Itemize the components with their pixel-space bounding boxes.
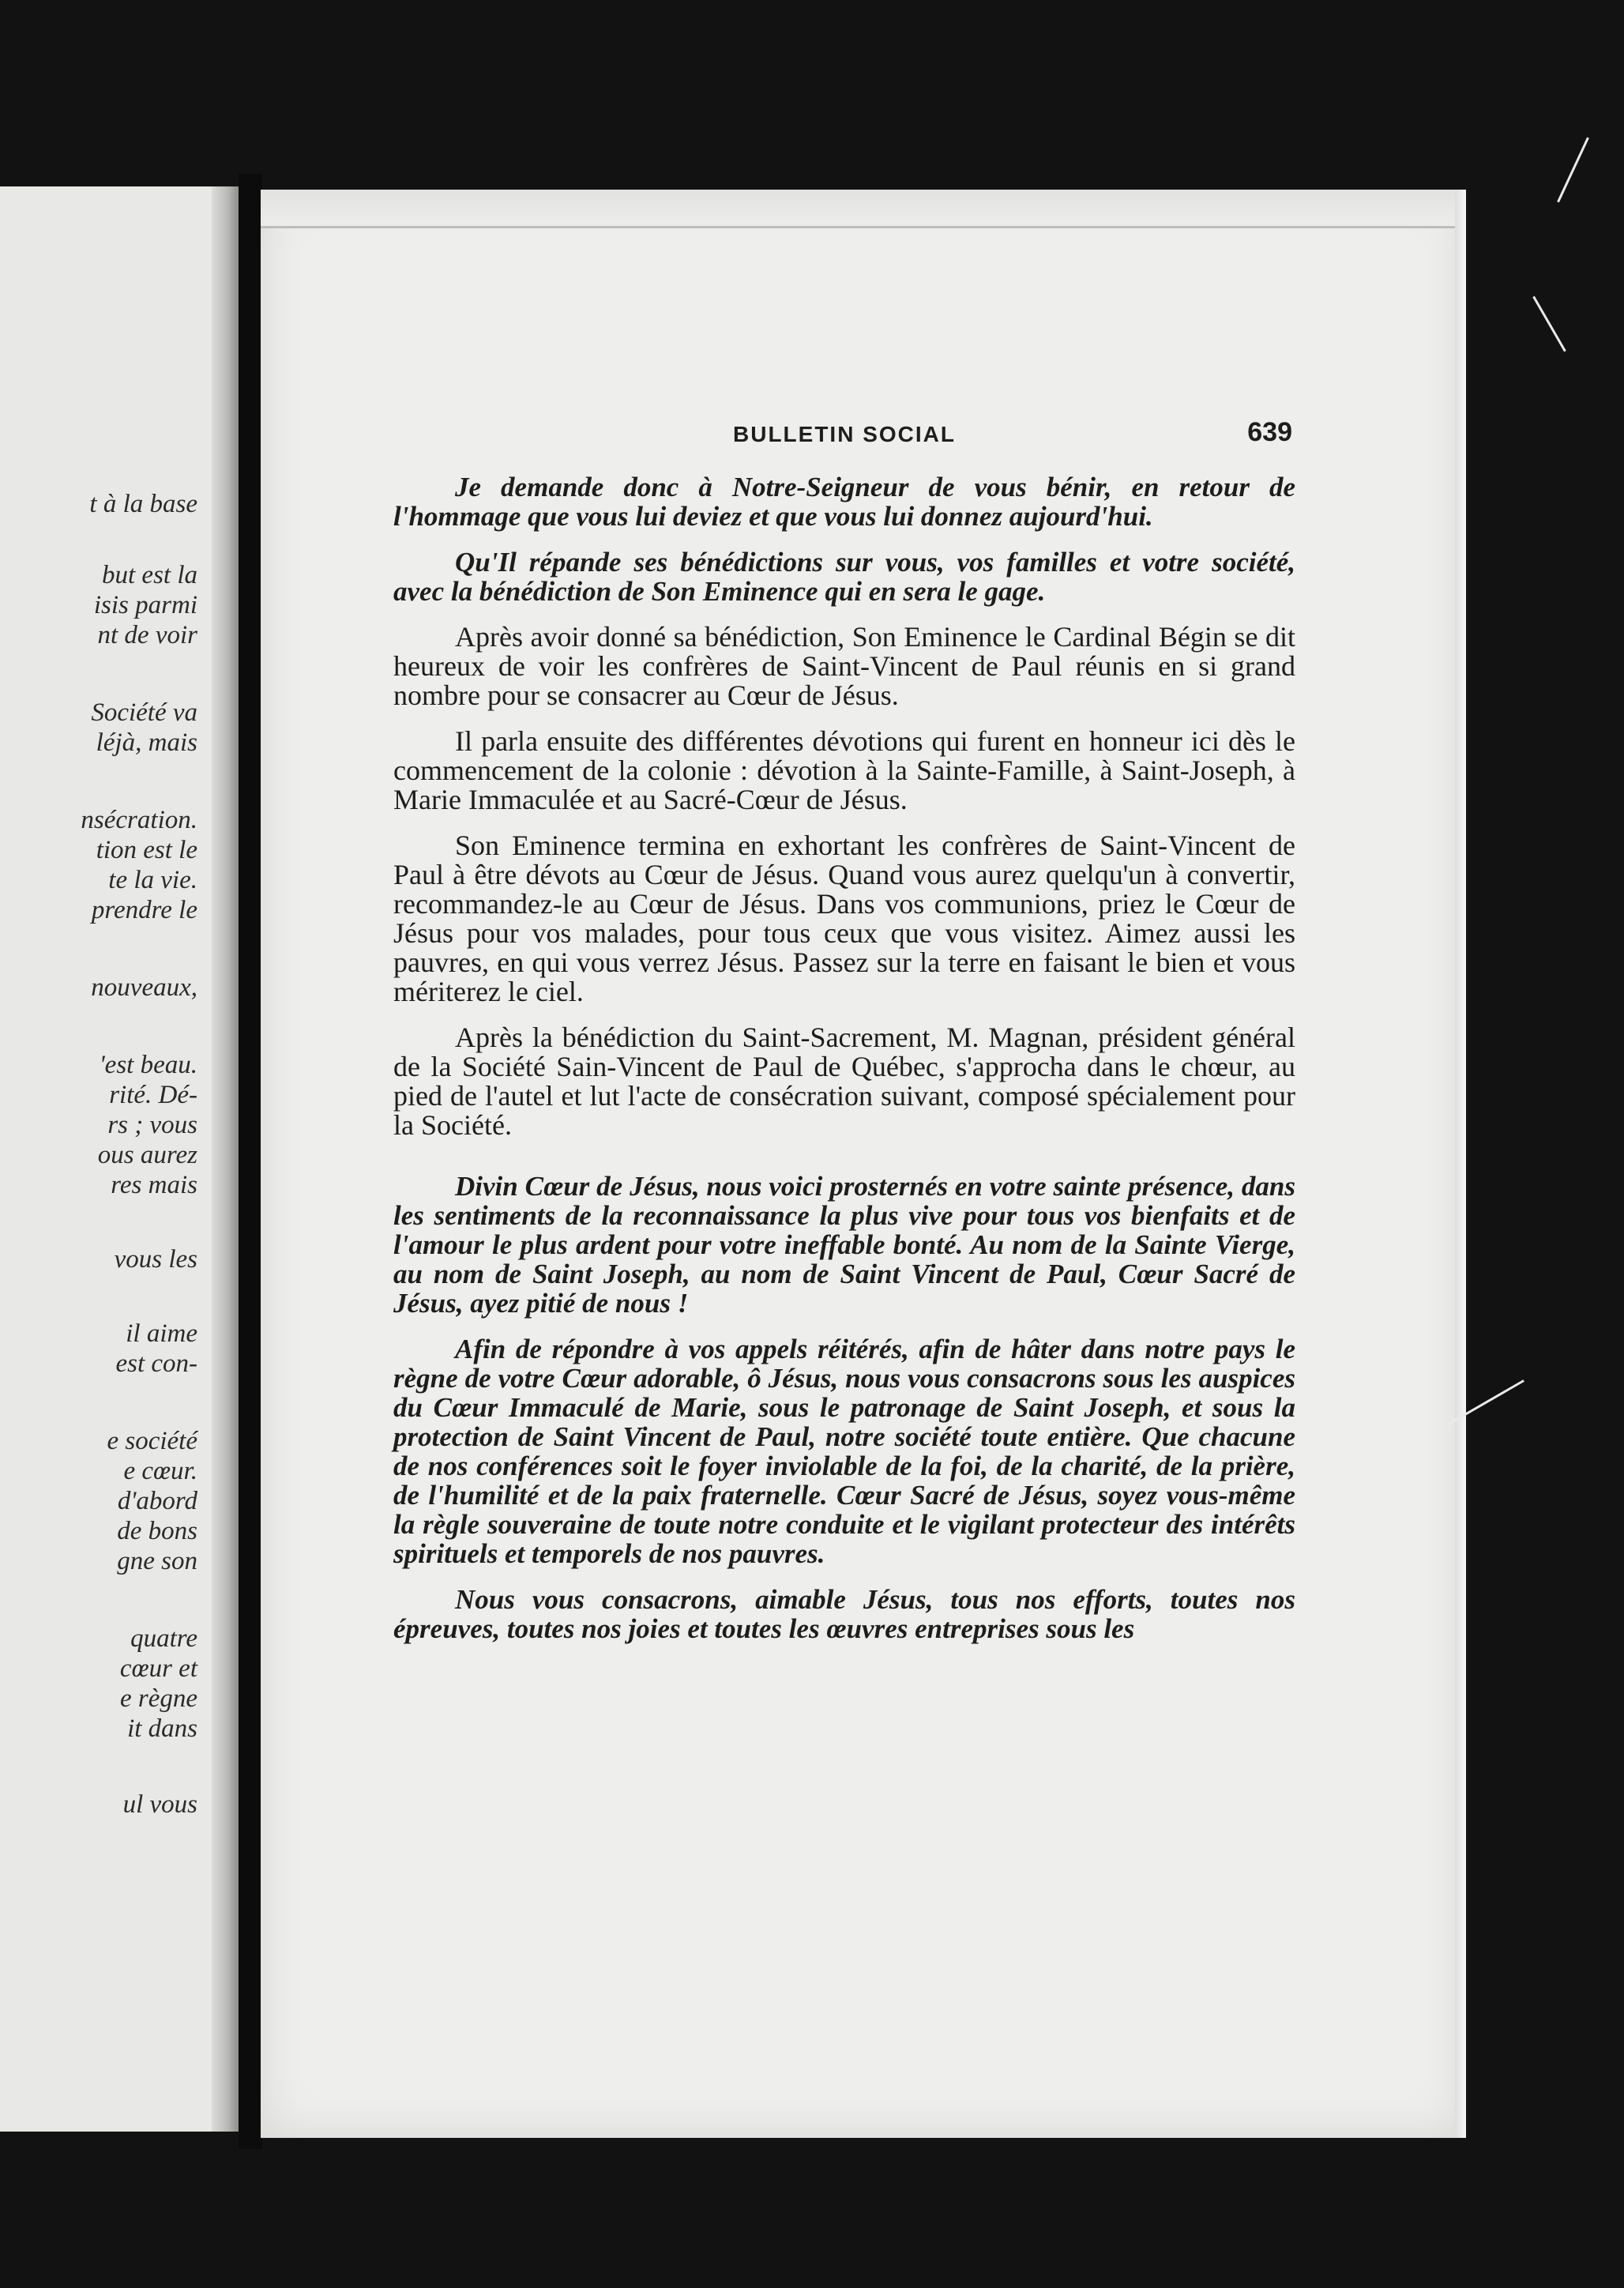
left-page-line: de bons bbox=[117, 1517, 197, 1545]
left-page-line: 'est beau. bbox=[99, 1051, 197, 1079]
left-page-line: ul vous bbox=[122, 1790, 197, 1819]
paragraph: Qu'Il répande ses bénédictions sur vous, vos familles et votre société, avec la bénédiction de Son Eminence qui en sera le gage. bbox=[393, 547, 1295, 607]
left-page-line: prendre le bbox=[91, 896, 197, 924]
left-page-line: d'abord bbox=[117, 1487, 197, 1515]
page-number: 639 bbox=[1247, 417, 1292, 447]
previous-page bbox=[0, 186, 243, 2132]
left-page-line: te la vie. bbox=[108, 866, 197, 894]
left-page-line: tion est le bbox=[96, 836, 197, 864]
left-page-line: e société bbox=[107, 1427, 197, 1455]
consecration-paragraph: Nous vous consacrons, aimable Jésus, tous nos efforts, toutes nos épreuves, toutes nos joies et toutes les œuvres entreprises sous les bbox=[393, 1584, 1295, 1644]
page-top-edge bbox=[261, 190, 1466, 228]
left-page-line: est con- bbox=[115, 1349, 197, 1378]
left-page-line: vous les bbox=[114, 1245, 197, 1274]
left-page-line: nt de voir bbox=[97, 621, 197, 649]
left-page-line: nouveaux, bbox=[91, 973, 197, 1002]
left-page-line: it dans bbox=[127, 1714, 197, 1743]
page-header bbox=[393, 417, 1295, 453]
left-page-line: t à la base bbox=[89, 490, 197, 518]
left-page-line: rs ; vous bbox=[107, 1111, 197, 1139]
left-page-line: nsécration. bbox=[81, 806, 197, 834]
left-page-line: e cœur. bbox=[123, 1457, 197, 1485]
left-page-line: gne son bbox=[117, 1547, 197, 1575]
left-page-line: léjà, mais bbox=[96, 728, 197, 757]
left-page-line: rité. Dé- bbox=[109, 1081, 197, 1109]
page-right-edge bbox=[1455, 190, 1466, 2138]
book-gutter bbox=[239, 174, 262, 2149]
scan-artifact bbox=[1532, 296, 1566, 352]
page-binding bbox=[212, 186, 239, 2132]
left-page-line: res mais bbox=[111, 1171, 197, 1199]
scan-artifact bbox=[1557, 137, 1589, 203]
left-page-line: ous aurez bbox=[97, 1141, 197, 1169]
left-page-line: isis parmi bbox=[93, 591, 197, 619]
paragraph: Après avoir donné sa bénédiction, Son Eminence le Cardinal Bégin se dit heureux de voir les confrères de Saint-Vincent de Paul réunis en si grand nombre pour se consacrer au Cœur de Jésus. bbox=[393, 621, 1295, 711]
left-page-line: Société va bbox=[91, 698, 197, 727]
paragraph: Son Eminence termina en exhortant les confrères de Saint-Vincent de Paul à être dévots au Cœur de Jésus. Quand vous aurez quelqu'un à convertir, recommandez-le au Cœur de Jésus. Dans vos communions, priez le Cœur de Jésus pour vos malades, pour tous ceux que vous visitez. Aimez aussi les pauvres, en qui vous verrez Jésus. Passez sur la terre en faisant le bien et vous mériterez le ciel. bbox=[393, 830, 1295, 1007]
consecration-paragraph: Afin de répondre à vos appels réitérés, afin de hâter dans notre pays le règne de votre Cœur adorable, ô Jésus, nous vous consacrons sous les auspices du Cœur Immaculé de Marie, sous le patronage de Saint Joseph, et sous la protection de Saint Vincent de Paul, notre société toute entière. Que chacune de nos conférences soit le foyer inviolable de la foi, de la charité, de la prière, de l'humilité et de la paix fraternelle. Cœur Sacré de Jésus, soyez vous-même la règle souveraine de toute notre conduite et le vigilant protecteur des intérêts spirituels et temporels de nos pauvres. bbox=[393, 1334, 1295, 1569]
page-body bbox=[393, 472, 1295, 1660]
book-page bbox=[261, 190, 1466, 2138]
left-page-line: but est la bbox=[102, 561, 197, 589]
running-title: BULLETIN SOCIAL bbox=[733, 422, 956, 446]
paragraph: Après la bénédiction du Saint-Sacrement, M. Magnan, président général de la Société Sain-Vincent de Paul de Québec, s'approcha dans le chœur, au pied de l'autel et lut l'acte de consécration suivant, composé spécialement pour la Société. bbox=[393, 1022, 1295, 1141]
paragraph: Il parla ensuite des différentes dévotions qui furent en honneur ici dès le commencement de la colonie : dévotion à la Sainte-Famille, à Saint-Joseph, à Marie Immaculée et au Sacré-Cœur de Jésus. bbox=[393, 725, 1295, 815]
consecration-paragraph: Divin Cœur de Jésus, nous voici prosternés en votre sainte présence, dans les sentiments de la reconnaissance la plus vive pour tous vos bienfaits et de l'amour le plus ardent pour votre ineffable bonté. Au nom de la Sainte Vierge, au nom de Saint Joseph, au nom de Saint Vincent de Paul, Cœur Sacré de Jésus, ayez pitié de nous ! bbox=[393, 1171, 1295, 1319]
left-page-line: cœur et bbox=[119, 1654, 197, 1683]
left-page-line: il aime bbox=[126, 1319, 197, 1348]
left-page-line: quatre bbox=[130, 1624, 197, 1653]
paragraph: Je demande donc à Notre-Seigneur de vous bénir, en retour de l'hommage que vous lui deviez et que vous lui donnez aujourd'hui. bbox=[393, 472, 1295, 532]
left-page-line: e règne bbox=[119, 1684, 197, 1713]
